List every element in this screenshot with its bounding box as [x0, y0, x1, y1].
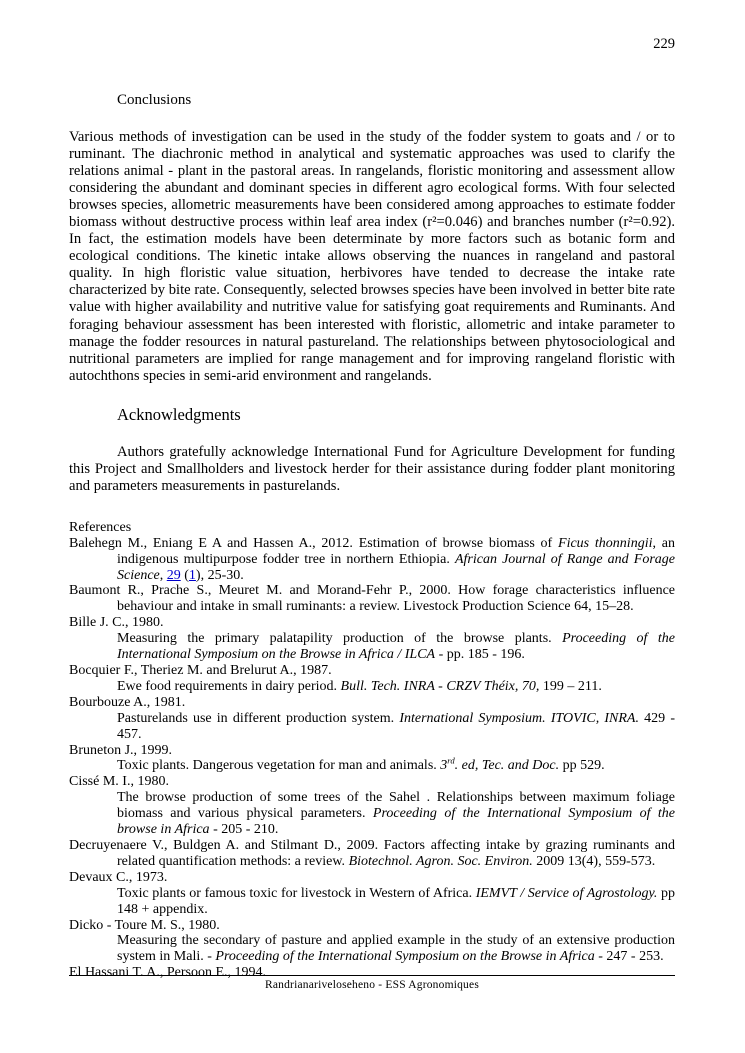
reference-text: , [159, 567, 167, 583]
reference-link[interactable]: 29 [166, 567, 181, 583]
reference-text: Proceeding of the International Symposium on the Browse in Africa / ILCA [117, 631, 675, 663]
reference-text: Measuring the secondary of pasture and applied example in the study of an extensive production system in Mali. - [117, 933, 675, 965]
reference-item [69, 870, 675, 918]
conclusions-paragraph: Various methods of investigation can be used in the study of the fodder system to goats and / or to ruminant. The diachronic method in analytical and systematic approaches was used to clarify the relations animal - plant in the pastoral areas. In rangelands, floristic monitoring and assessment allow considering the abundant and dominant species in different agro ecological forms. With four selected browses species, allometric measurements have been considered among approaches to estimate fodder biomass without destructive process within leaf area index (r²=0.046) and branches number (r²=0.92). In fact, the estimation models have been determinate by more factors such as botanic form and ecological conditions. The kinetic intake allows observing the nuances in rangeland and pastoral quality. In high floristic value situation, herbivores have tended to decrease the intake rate characterized by bite rate. Consequently, selected browses species have been involved in better bite rate value with higher availability and nutritive value for satisfying goat requirements and Ruminants. And foraging behaviour assessment has been interested with floristic, allometric and intake parameter to manage the fodder resources in natural pastureland. The relationships between phytosociological and nutritional parameters are implied for range management and for improving rangeland floristic with autochthons species in semi-arid environment and rangelands. [69, 129, 675, 384]
reference-text: The browse production of some trees of the Sahel . Relationships between maximum foliage biomass and various physical parameters. [117, 790, 675, 822]
footer-text: Randrianariveloseheno - ESS Agronomiques [264, 979, 479, 991]
acknowledgments-heading: Acknowledgments [117, 404, 241, 424]
reference-item [69, 695, 675, 743]
reference-text: Pasturelands use in different production system. [117, 710, 400, 726]
reference-item [69, 774, 675, 838]
reference-text: Ficus thonningii [558, 535, 653, 551]
reference-text: Ewe food requirements in dairy period. [117, 678, 341, 694]
reference-text: Cissé M. I., 1980. [69, 774, 169, 790]
reference-text: Proceeding of the International Symposium on the Browse in Africa [215, 949, 595, 965]
reference-text: 429 - 457. [117, 710, 675, 742]
reference-text: ), 25-30. [195, 567, 244, 583]
reference-item [69, 615, 675, 663]
reference-text: - pp. 185 - 196. [435, 647, 525, 663]
reference-text: Bourbouze A., 1981. [69, 694, 186, 710]
reference-text: Biotechnol. Agron. Soc. Environ. [348, 853, 533, 869]
page-number: 229 [653, 36, 675, 52]
reference-text: African Journal of Range and Forage Science [117, 551, 676, 583]
reference-text: 199 – 211. [539, 678, 602, 694]
reference-text: IEMVT / Service of Agrostology. [475, 885, 658, 901]
reference-text: Toxic plants. Dangerous vegetation for man and animals. [117, 758, 441, 774]
reference-text: Baumont R., Prache S., Meuret M. and Morand-Fehr P., 2000. How forage characteristics influence behaviour and intake in small ruminants: a review. Livestock Production Science 64, 15–28. [69, 583, 675, 615]
references-list [69, 536, 675, 981]
reference-text: Balehegn M., Eniang E A and Hassen A., 2012. Estimation of browse biomass of [69, 535, 559, 551]
reference-item [69, 838, 675, 870]
acknowledgments-paragraph: Authors gratefully acknowledge International Fund for Agriculture Development for funding this Project and Smallholders and livestock herder for their assistance during fodder plant monitoring and parameters measurements in pasturelands. [69, 443, 675, 494]
reference-item [69, 536, 675, 584]
reference-text: Devaux C., 1973. [69, 869, 168, 885]
reference-text: Bruneton J., 1999. [69, 742, 173, 758]
reference-text: 2009 13(4), 559-573. [532, 853, 656, 869]
reference-text: pp 529. [559, 758, 605, 774]
reference-text: Measuring the primary palatapility production of the browse plants. [117, 631, 563, 647]
reference-item [69, 583, 675, 615]
reference-text: Bocquier F., Theriez M. and Brelurut A., 1987. [69, 663, 332, 678]
reference-text: Bille J. C., 1980. [69, 615, 164, 631]
reference-text: ( [180, 567, 189, 583]
page-footer [69, 975, 675, 991]
conclusions-heading: Conclusions [117, 92, 192, 108]
reference-item [69, 743, 675, 775]
references-heading: References [69, 519, 132, 535]
reference-text: , an indigenous multipurpose fodder tree in northern Ethiopia. [117, 535, 675, 567]
reference-link[interactable]: 1 [188, 567, 196, 583]
reference-text: Decruyenaere V., Buldgen A. and Stilmant D., 2009. Factors affecting intake by grazing ruminants and related quantification methods: a review. [69, 837, 675, 869]
reference-text: - 247 - 253. [594, 949, 664, 965]
reference-text: International Symposium. ITOVIC, INRA. [399, 710, 639, 726]
reference-text: Toxic plants or famous toxic for livestock in Western of Africa. [117, 885, 476, 901]
reference-text: . ed, Tec. and Doc. [454, 758, 560, 774]
reference-item [69, 663, 675, 695]
reference-text: 3 [440, 758, 448, 774]
reference-text: Proceeding of the International Symposium of the browse in Africa [117, 806, 675, 838]
reference-item [69, 918, 675, 966]
reference-text: El Hassani T. A., Persoon E., 1994. [69, 965, 267, 981]
reference-text: rd [447, 755, 455, 766]
reference-text: - 205 - 210. [209, 822, 279, 838]
reference-text: Bull. Tech. INRA - CRZV Théix, 70, [340, 678, 540, 694]
reference-text: pp 148 + appendix. [117, 885, 675, 917]
reference-text: Dicko - Toure M. S., 1980. [69, 917, 220, 933]
